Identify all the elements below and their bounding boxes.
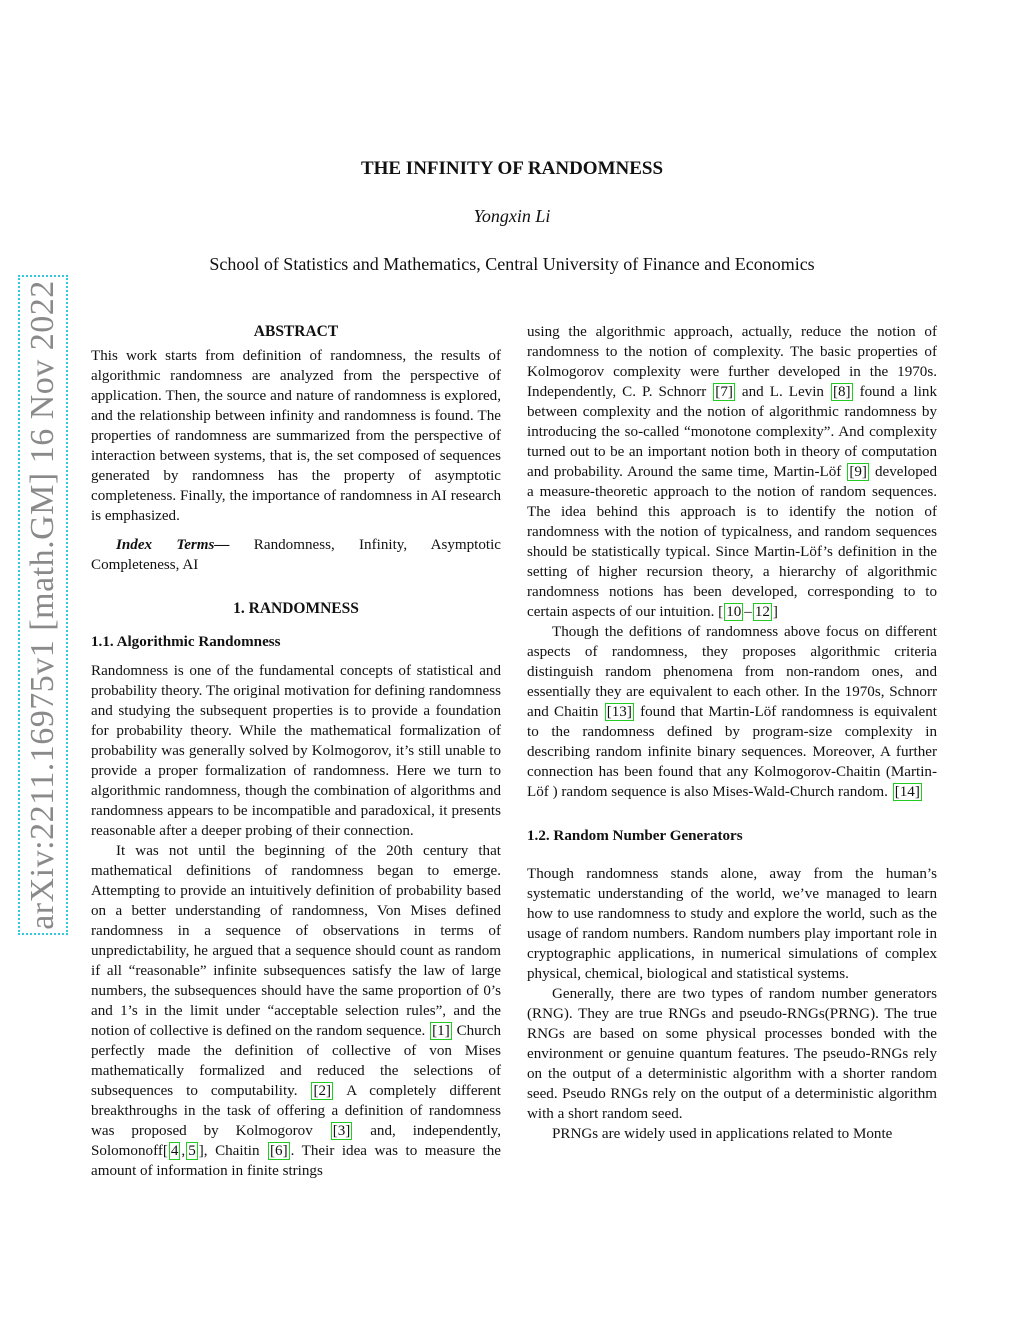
citation-link[interactable]: 12 <box>754 604 770 620</box>
author-affiliation: School of Statistics and Mathematics, Central University of Finance and Economics <box>209 254 815 274</box>
arxiv-identifier-stamp[interactable] <box>18 275 68 935</box>
index-terms <box>91 535 501 575</box>
paragraph: Though the defitions of randomness above focus on different aspects of randomness, they proposes algorithmic criteria distinguish random phenomena from non-random ones, and essentially they are equivalent to each other. In the 1970s, Schnorr and Chaitin [13] found that Martin-Löf randomness is equivalent to the randomness defined by program-size complexity in describing random infinite binary sequences. Moreover, A further connection has been found that any Kolmogorov-Chaitin (Martin-Löf ) random sequence is also Mises-Wald-Church random. [14] <box>527 624 937 800</box>
index-terms-list: Randomness, Infinity, Asymptotic Completeness, AI <box>91 537 502 573</box>
right-column <box>527 322 937 1144</box>
citation-link[interactable]: [6] <box>270 1143 288 1159</box>
citation-link[interactable]: [7] <box>715 384 733 400</box>
subsection-1-2-heading: 1.2. Random Number Generators <box>527 828 743 844</box>
citation-link[interactable]: [9] <box>849 464 867 480</box>
arxiv-identifier-text: arXiv:2211.16975v1 [math.GM] 16 Nov 2022 <box>24 280 62 930</box>
citation-link[interactable]: [14] <box>894 784 920 800</box>
citation-link[interactable]: 10 <box>726 604 742 620</box>
citation-group: [ 10 – 12 ] <box>718 604 778 620</box>
paragraph: PRNGs are widely used in applications related to Monte <box>552 1126 893 1142</box>
left-column <box>91 322 501 1181</box>
citation-link[interactable]: [2] <box>313 1083 332 1099</box>
citation-link[interactable]: [1] <box>432 1023 450 1039</box>
citation-group: [ 4 , 5 ] <box>162 1143 204 1159</box>
paragraph: It was not until the beginning of the 20th century that mathematical definitions of randomness began to emerge. Attempting to provide an intuitively definition of probability based on a better understanding of randomness, Von Mises defined randomness in a sequence of observations in terms of unpredictability, he argued that a sequence should count as random if all “reasonable” infinite subsequences satisfy the law of large numbers, the subsequences should have the same proportion of 0’s and 1’s in the limit under “acceptable selection rules”, and the notion of collective is defined on the random sequence. [1] Church perfectly made the definition of collective of von Mises mathematically formalized and reduced the selections of subsequences to computability. [2] A completely different breakthroughs in the task of offering a definition of randomness was proposed by Kolmogorov [3] and, independently, Solomonoff[ 4 , 5 ], Chaitin [6] . Their idea was to measure the amount of information in finite strings <box>91 843 502 1179</box>
paper-title: THE INFINITY OF RANDOMNESS <box>360 158 664 179</box>
author-name: Yongxin Li <box>473 206 551 226</box>
paragraph: using the algorithmic approach, actually, reduce the notion of randomness to the notion of complexity. The basic properties of Kolmogorov complexity were further developed in the 1970s. Independently, C. P. Schnorr [7] and L. Levin [8] found a link between complexity and the notion of algorithmic randomness by introducing the so-called “monotone complexity”. And complexity turned out to be an important notion both in theory of computation and probability. Around the same time, Martin-Löf [9] developed a measure-theoretic approach to the notion of random sequences. The idea behind this approach is to identify the notion of randomness with the notion of typicalness, and random sequences should be statistically typical. Since Martin-Löf’s definition in the setting of higher recursion theory, a hierarchy of algorithmic randomness notions has been developed, corresponding to to certain aspects of our intuition. [ 10 – 12 ] <box>527 324 937 620</box>
citation-link[interactable]: [8] <box>832 384 851 400</box>
citation-link[interactable]: 4 <box>170 1143 179 1159</box>
citation-link[interactable]: [3] <box>332 1123 351 1139</box>
section-1-heading: 1. RANDOMNESS <box>233 600 359 617</box>
abstract-text: This work starts from definition of randomness, the results of algorithmic randomness are analyzed from the perspective of application. Then, the source and nature of randomness is explored, and the relationship between infinity and randomness is found. The properties of randomness are summarized from the perspective of interaction between systems, that is, the set composed of sequences generated by randomness has the property of asymptotic completeness. Finally, the importance of randomness in AI research is emphasized. <box>91 348 501 524</box>
paragraph: Though randomness stands alone, away from the human’s systematic understanding of the world, we’ve managed to learn how to use randomness to study and explore the world, such as the usage of random numbers. Random numbers play important role in cryptographic applications, in numerical simulations of complex physical, chemical, biological and statistical systems. <box>527 866 937 982</box>
paragraph: Generally, there are two types of random number generators (RNG). They are true RNGs and pseudo-RNGs(PRNG). The true RNGs are based on some physical processes bonded with the environment or genuine quantum features. The pseudo-RNGs rely on the output of a deterministic algorithm with a shorter random seed. Pseudo RNGs rely on the output of a deterministic algorithm with a short random seed. <box>527 986 937 1122</box>
subsection-1-1-heading: 1.1. Algorithmic Randomness <box>91 634 281 650</box>
citation-link[interactable]: [13] <box>606 704 632 720</box>
index-terms-label: Index Terms— <box>116 537 230 553</box>
paragraph: Randomness is one of the fundamental concepts of statistical and probability theory. The original motivation for defining randomness and studying the subsequent properties is to provide a foundation for probability theory. While the mathematical formalization of probability was generally solved by Kolmogorov, it’s still unable to provide a proper formalization of randomness. Here we turn to algorithmic randomness, though the combination of algorithms and randomness appears to be incompatible and paradoxical, it presents reasonable after a deeper probing of their connection. <box>91 663 501 839</box>
citation-link[interactable]: 5 <box>188 1143 196 1159</box>
abstract-heading: ABSTRACT <box>253 323 339 340</box>
